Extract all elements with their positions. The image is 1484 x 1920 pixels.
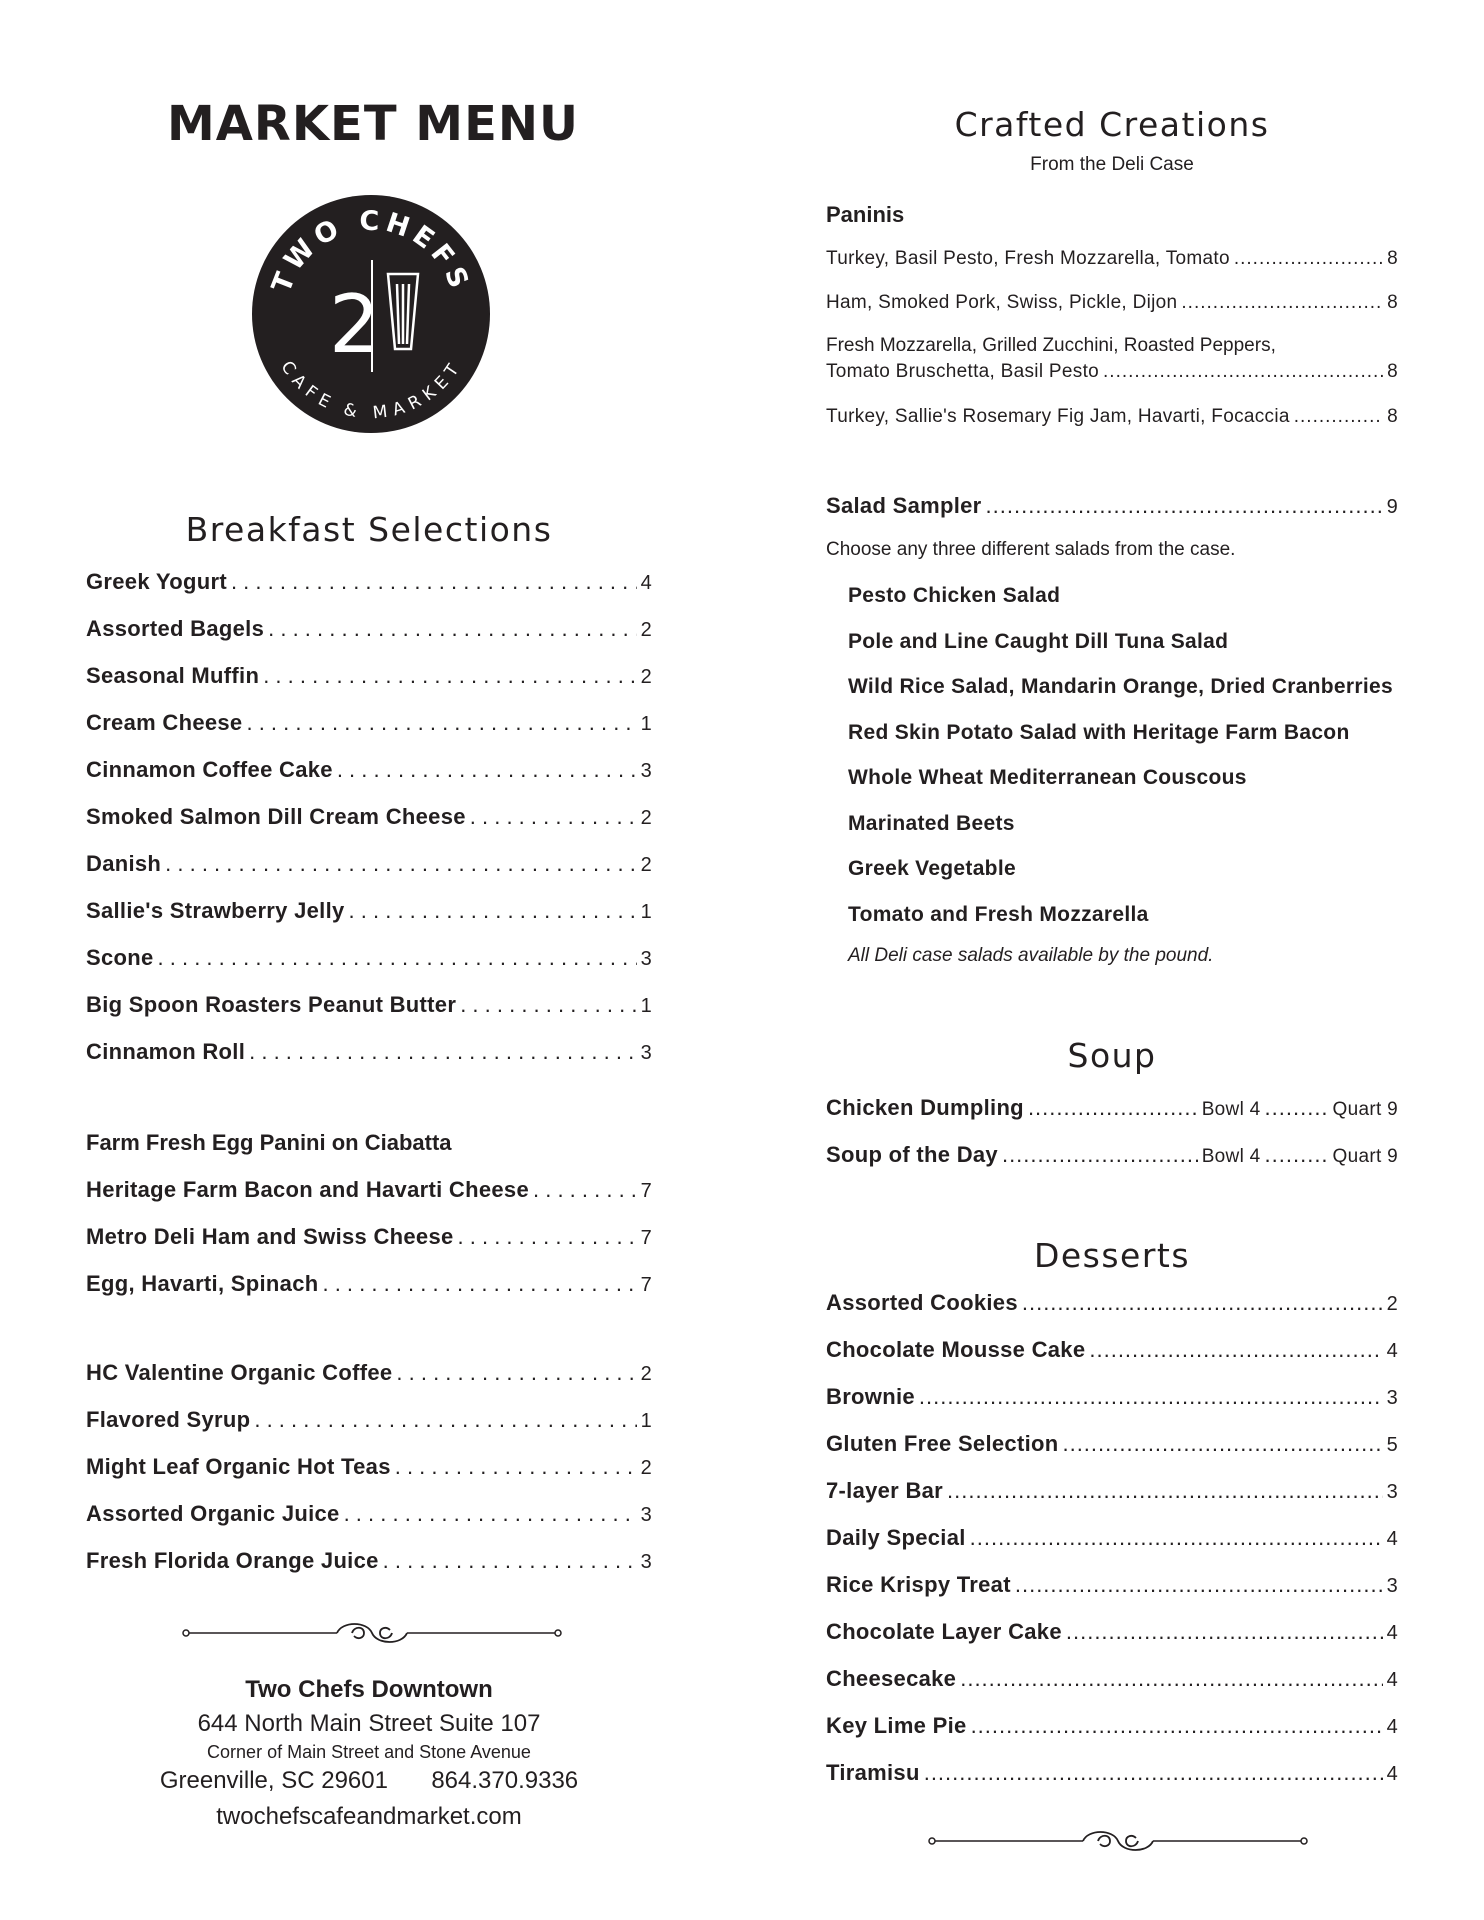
logo-numeral: 2	[329, 278, 380, 371]
dot-leader	[924, 1760, 1383, 1786]
dot-leader	[1002, 1142, 1198, 1168]
dot-leader	[960, 1666, 1382, 1692]
dot-leader	[263, 663, 636, 689]
dot-leader	[970, 1525, 1383, 1551]
divider-ornament	[928, 1826, 1308, 1856]
salad-item: Wild Rice Salad, Mandarin Orange, Dried Cranberries	[848, 675, 1393, 698]
item-name: Fresh Florida Orange Juice	[86, 1548, 379, 1573]
crafted-subtitle: From the Deli Case	[1030, 154, 1194, 175]
logo-bottom-text: CAFE & MARKET	[276, 357, 466, 424]
panini-item	[826, 248, 1398, 270]
phone: 864.370.9336	[431, 1767, 579, 1794]
desserts-title: Desserts	[1033, 1236, 1191, 1275]
bowl-price: Bowl 4	[1201, 1099, 1261, 1120]
panini-item	[826, 406, 1398, 428]
item-name: Heritage Farm Bacon and Havarti Cheese	[86, 1177, 529, 1202]
salad-item: Pole and Line Caught Dill Tuna Salad	[848, 629, 1229, 653]
item-price: 4	[1386, 1716, 1398, 1738]
dot-leader	[268, 616, 636, 642]
quart-price: Quart 9	[1332, 1099, 1398, 1120]
address: 644 North Main Street Suite 107	[197, 1710, 541, 1737]
menu-item	[86, 1454, 652, 1480]
item-price: 3	[640, 760, 652, 782]
salad-item: Tomato and Fresh Mozzarella	[848, 902, 1149, 926]
dot-leader	[165, 851, 636, 877]
menu-item	[86, 616, 652, 642]
item-price: 2	[640, 666, 652, 688]
item-price: 3	[1386, 1387, 1398, 1409]
divider-ornament	[182, 1618, 562, 1648]
panini-first-line: Fresh Mozzarella, Grilled Zucchini, Roasted Peppers,	[826, 335, 1276, 356]
menu-item	[86, 1271, 652, 1297]
dot-leader	[1265, 1095, 1329, 1121]
item-price: 3	[640, 1504, 652, 1526]
item-price: 2	[640, 807, 652, 829]
dot-leader	[383, 1548, 637, 1574]
dessert-item	[826, 1384, 1398, 1410]
item-price: 2	[640, 619, 652, 641]
dot-leader	[1234, 248, 1383, 270]
item-name: Assorted Cookies	[826, 1290, 1018, 1315]
item-name: Cinnamon Coffee Cake	[86, 757, 333, 782]
item-name: Assorted Bagels	[86, 616, 265, 641]
salads-note: All Deli case salads available by the pound.	[848, 945, 1214, 966]
dot-leader	[249, 1039, 636, 1065]
dessert-item	[826, 1478, 1398, 1504]
item-name: Chocolate Layer Cake	[826, 1619, 1062, 1644]
item-name: Scone	[86, 945, 154, 970]
item-price: 7	[640, 1180, 652, 1202]
menu-item	[86, 898, 652, 924]
item-name: Rice Krispy Treat	[826, 1572, 1011, 1597]
contact-block	[86, 1676, 652, 1831]
salad-item: Pesto Chicken Salad	[848, 584, 1061, 607]
dessert-item	[826, 1760, 1398, 1786]
item-name: Tiramisu	[826, 1760, 920, 1785]
item-name: Metro Deli Ham and Swiss Cheese	[86, 1224, 454, 1249]
item-price: 2	[1386, 1293, 1398, 1315]
breakfast-title: Breakfast Selections	[185, 510, 553, 549]
item-name: Brownie	[826, 1384, 915, 1409]
crafted-title: Crafted Creations	[954, 105, 1270, 144]
item-price: 8	[1387, 361, 1398, 382]
item-price: 3	[640, 1042, 652, 1064]
item-name: Salad Sampler	[826, 493, 982, 518]
item-name: Ham, Smoked Pork, Swiss, Pickle, Dijon	[826, 292, 1178, 313]
item-name: Chicken Dumpling	[826, 1095, 1024, 1120]
item-name: Greek Yogurt	[86, 569, 227, 594]
menu-item	[86, 757, 652, 783]
dot-leader	[1089, 1337, 1382, 1363]
dot-leader	[1022, 1290, 1383, 1316]
dot-leader	[1294, 406, 1383, 428]
dessert-item	[826, 1431, 1398, 1457]
sampler-description: Choose any three different salads from the case.	[826, 539, 1236, 560]
item-price: 4	[1386, 1763, 1398, 1785]
dot-leader	[470, 804, 637, 830]
item-price: 4	[1386, 1669, 1398, 1691]
panini-item	[826, 292, 1398, 314]
dot-leader	[395, 1454, 637, 1480]
location-name: Two Chefs Downtown	[245, 1676, 493, 1703]
menu-item	[86, 1224, 652, 1250]
item-name: Turkey, Basil Pesto, Fresh Mozzarella, Tomato	[826, 248, 1230, 269]
item-name: Big Spoon Roasters Peanut Butter	[86, 992, 457, 1017]
dot-leader	[158, 945, 637, 971]
item-price: 2	[640, 1363, 652, 1385]
dot-leader	[1265, 1142, 1329, 1168]
item-price: 7	[640, 1274, 652, 1296]
dessert-item	[826, 1290, 1398, 1316]
dot-leader	[1062, 1431, 1382, 1457]
dot-leader	[1066, 1619, 1383, 1645]
menu-item	[86, 1039, 652, 1065]
item-price: 8	[1387, 248, 1398, 269]
item-price: 2	[640, 854, 652, 876]
dot-leader	[460, 992, 636, 1018]
dessert-item	[826, 1619, 1398, 1645]
menu-item	[86, 1548, 652, 1574]
dot-leader	[1028, 1095, 1198, 1121]
item-name: Daily Special	[826, 1525, 966, 1550]
salad-sampler-row	[826, 493, 1398, 519]
menu-item	[86, 663, 652, 689]
dot-leader	[344, 1501, 637, 1527]
menu-item	[86, 1501, 652, 1527]
dot-leader	[919, 1384, 1383, 1410]
dessert-item	[826, 1666, 1398, 1692]
menu-item	[86, 1360, 652, 1386]
item-price: 4	[1386, 1622, 1398, 1644]
item-price: 3	[640, 948, 652, 970]
city: Greenville, SC 29601	[159, 1767, 388, 1794]
dessert-item	[826, 1572, 1398, 1598]
item-price: 3	[640, 1551, 652, 1573]
dessert-item	[826, 1525, 1398, 1551]
soup-item	[826, 1142, 1398, 1168]
dot-leader	[971, 1713, 1383, 1739]
item-price: 4	[640, 572, 652, 594]
item-price: 1	[640, 995, 652, 1017]
item-price: 3	[1386, 1575, 1398, 1597]
item-name: Seasonal Muffin	[86, 663, 260, 688]
item-name: Key Lime Pie	[826, 1713, 967, 1738]
panini-item	[826, 361, 1398, 383]
menu-item	[86, 992, 652, 1018]
item-name: Soup of the Day	[826, 1142, 998, 1167]
item-price: 4	[1386, 1528, 1398, 1550]
dot-leader	[246, 710, 636, 736]
item-price: 2	[640, 1457, 652, 1479]
egg-panini-title: Farm Fresh Egg Panini on Ciabatta	[86, 1130, 452, 1155]
item-name: Assorted Organic Juice	[86, 1501, 340, 1526]
item-name: Cinnamon Roll	[86, 1039, 246, 1064]
menu-item	[86, 945, 652, 971]
item-name: Danish	[86, 851, 162, 876]
dessert-item	[826, 1337, 1398, 1363]
item-name: Cheesecake	[826, 1666, 957, 1691]
salad-item: Greek Vegetable	[848, 857, 1016, 880]
item-name: Egg, Havarti, Spinach	[86, 1271, 319, 1296]
dot-leader	[337, 757, 637, 783]
paninis-title: Paninis	[826, 202, 905, 227]
item-name: Turkey, Sallie's Rosemary Fig Jam, Havarti, Focaccia	[826, 406, 1290, 427]
item-price: 1	[640, 901, 652, 923]
dot-leader	[254, 1407, 636, 1433]
item-name: HC Valentine Organic Coffee	[86, 1360, 393, 1385]
logo-top-text: TWO CHEFS	[266, 205, 476, 297]
menu-item	[86, 1407, 652, 1433]
item-price: 1	[640, 713, 652, 735]
item-price: 3	[1386, 1481, 1398, 1503]
cross-streets: Corner of Main Street and Stone Avenue	[207, 1742, 531, 1762]
item-price: 8	[1387, 292, 1398, 313]
item-name: Cream Cheese	[86, 710, 243, 735]
menu-item	[86, 804, 652, 830]
dot-leader	[986, 493, 1383, 519]
item-price: 1	[640, 1410, 652, 1432]
item-name: Sallie's Strawberry Jelly	[86, 898, 345, 923]
item-price: 4	[1386, 1340, 1398, 1362]
soup-item	[826, 1095, 1398, 1121]
page-title: MARKET MENU	[166, 96, 579, 152]
dot-leader	[349, 898, 637, 924]
item-name: Might Leaf Organic Hot Teas	[86, 1454, 391, 1479]
dessert-item	[826, 1713, 1398, 1739]
dot-leader	[947, 1478, 1383, 1504]
menu-item	[86, 1177, 652, 1203]
item-name: Smoked Salmon Dill Cream Cheese	[86, 804, 466, 829]
dot-leader	[1015, 1572, 1383, 1598]
item-price: 9	[1386, 496, 1398, 518]
menu-item	[86, 710, 652, 736]
dot-leader	[396, 1360, 636, 1386]
soup-title: Soup	[1067, 1036, 1157, 1075]
bowl-price: Bowl 4	[1201, 1146, 1261, 1167]
item-name: 7-layer Bar	[826, 1478, 944, 1503]
dot-leader	[231, 569, 637, 595]
salad-item: Red Skin Potato Salad with Heritage Farm Bacon	[848, 720, 1350, 744]
salad-item: Marinated Beets	[848, 811, 1015, 835]
quart-price: Quart 9	[1332, 1146, 1398, 1167]
item-name: Flavored Syrup	[86, 1407, 251, 1432]
dot-leader	[322, 1271, 636, 1297]
item-price: 5	[1386, 1434, 1398, 1456]
salad-item: Whole Wheat Mediterranean Couscous	[848, 766, 1247, 789]
item-name: Gluten Free Selection	[826, 1431, 1059, 1456]
item-name: Chocolate Mousse Cake	[826, 1337, 1086, 1362]
dot-leader	[458, 1224, 637, 1250]
menu-item	[86, 569, 652, 595]
item-price: 7	[640, 1227, 652, 1249]
dot-leader	[1103, 361, 1383, 383]
website-link[interactable]: twochefscafeandmarket.com	[216, 1803, 522, 1830]
dot-leader	[533, 1177, 637, 1203]
two-chefs-logo	[251, 194, 491, 434]
item-name: Tomato Bruschetta, Basil Pesto	[826, 361, 1100, 382]
dot-leader	[1181, 292, 1383, 314]
item-price: 8	[1387, 406, 1398, 427]
menu-item	[86, 851, 652, 877]
